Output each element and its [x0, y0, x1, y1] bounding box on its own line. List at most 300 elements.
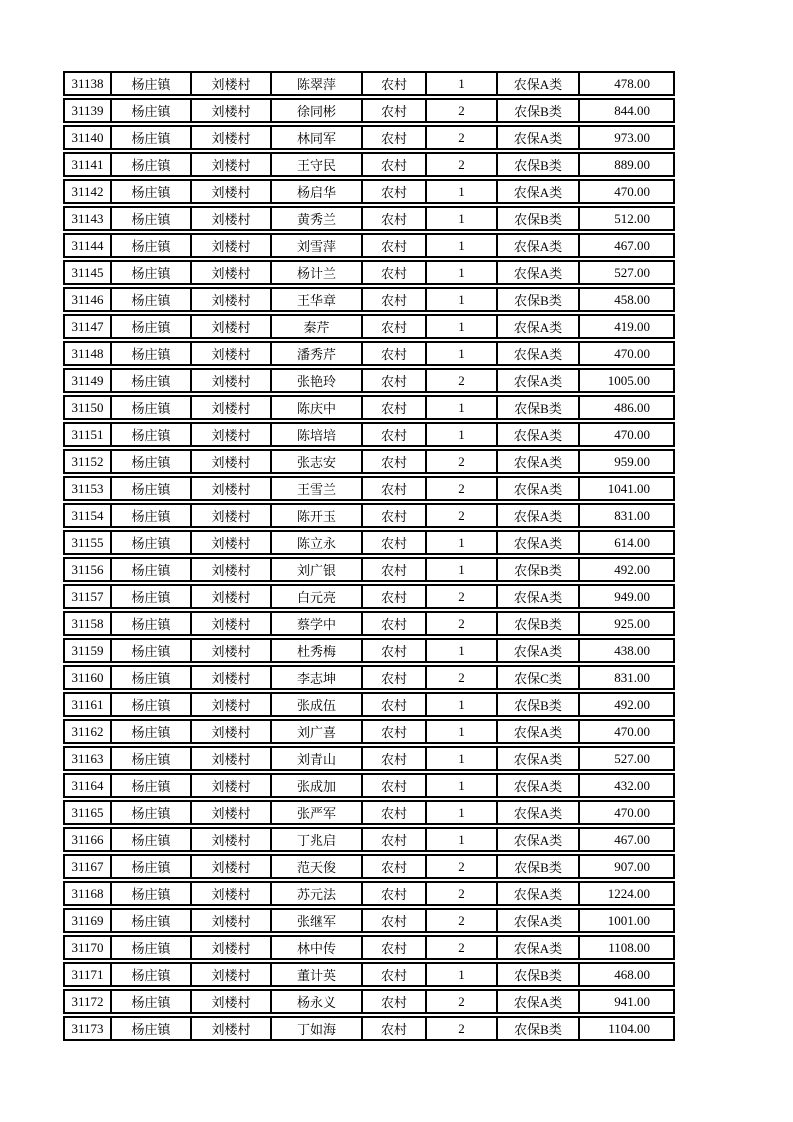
- cell-town: 杨庄镇: [112, 719, 192, 744]
- cell-town: 杨庄镇: [112, 746, 192, 771]
- cell-serial-number: 31149: [63, 368, 112, 393]
- cell-village: 刘楼村: [192, 287, 272, 312]
- cell-insurance-category: 农保A类: [498, 773, 580, 798]
- cell-residence-type: 农村: [363, 1016, 427, 1041]
- cell-person-count: 2: [427, 881, 498, 906]
- cell-insurance-category: 农保A类: [498, 584, 580, 609]
- cell-person-name: 陈翠萍: [272, 71, 363, 96]
- cell-amount: 959.00: [580, 449, 675, 474]
- cell-village: 刘楼村: [192, 746, 272, 771]
- table-row: [63, 827, 675, 852]
- cell-residence-type: 农村: [363, 854, 427, 879]
- cell-serial-number: 31160: [63, 665, 112, 690]
- cell-serial-number: 31140: [63, 125, 112, 150]
- cell-town: 杨庄镇: [112, 152, 192, 177]
- cell-serial-number: 31146: [63, 287, 112, 312]
- cell-village: 刘楼村: [192, 260, 272, 285]
- cell-person-name: 陈培培: [272, 422, 363, 447]
- cell-amount: 889.00: [580, 152, 675, 177]
- cell-town: 杨庄镇: [112, 422, 192, 447]
- table-row: [63, 476, 675, 501]
- cell-serial-number: 31164: [63, 773, 112, 798]
- cell-person-name: 张继军: [272, 908, 363, 933]
- cell-serial-number: 31172: [63, 989, 112, 1014]
- cell-village: 刘楼村: [192, 368, 272, 393]
- cell-village: 刘楼村: [192, 395, 272, 420]
- cell-residence-type: 农村: [363, 665, 427, 690]
- cell-amount: 438.00: [580, 638, 675, 663]
- table-row: [63, 719, 675, 744]
- cell-village: 刘楼村: [192, 530, 272, 555]
- cell-amount: 1041.00: [580, 476, 675, 501]
- cell-amount: 512.00: [580, 206, 675, 231]
- cell-amount: 949.00: [580, 584, 675, 609]
- cell-residence-type: 农村: [363, 881, 427, 906]
- cell-serial-number: 31152: [63, 449, 112, 474]
- cell-person-count: 1: [427, 233, 498, 258]
- table-row: [63, 449, 675, 474]
- cell-serial-number: 31142: [63, 179, 112, 204]
- cell-residence-type: 农村: [363, 989, 427, 1014]
- cell-village: 刘楼村: [192, 71, 272, 96]
- cell-serial-number: 31159: [63, 638, 112, 663]
- cell-town: 杨庄镇: [112, 557, 192, 582]
- cell-insurance-category: 农保B类: [498, 962, 580, 987]
- cell-amount: 468.00: [580, 962, 675, 987]
- cell-serial-number: 31141: [63, 152, 112, 177]
- table-row: [63, 341, 675, 366]
- cell-town: 杨庄镇: [112, 773, 192, 798]
- cell-residence-type: 农村: [363, 314, 427, 339]
- cell-town: 杨庄镇: [112, 1016, 192, 1041]
- cell-town: 杨庄镇: [112, 827, 192, 852]
- cell-amount: 941.00: [580, 989, 675, 1014]
- cell-village: 刘楼村: [192, 98, 272, 123]
- cell-town: 杨庄镇: [112, 287, 192, 312]
- cell-village: 刘楼村: [192, 611, 272, 636]
- cell-amount: 492.00: [580, 692, 675, 717]
- cell-amount: 470.00: [580, 800, 675, 825]
- table-row: [63, 314, 675, 339]
- cell-person-name: 陈庆中: [272, 395, 363, 420]
- cell-insurance-category: 农保A类: [498, 314, 580, 339]
- cell-town: 杨庄镇: [112, 98, 192, 123]
- cell-residence-type: 农村: [363, 557, 427, 582]
- cell-village: 刘楼村: [192, 935, 272, 960]
- cell-person-name: 王守民: [272, 152, 363, 177]
- cell-residence-type: 农村: [363, 152, 427, 177]
- cell-amount: 614.00: [580, 530, 675, 555]
- cell-insurance-category: 农保B类: [498, 692, 580, 717]
- cell-insurance-category: 农保B类: [498, 206, 580, 231]
- cell-town: 杨庄镇: [112, 854, 192, 879]
- cell-person-count: 1: [427, 800, 498, 825]
- cell-town: 杨庄镇: [112, 935, 192, 960]
- cell-insurance-category: 农保A类: [498, 908, 580, 933]
- cell-town: 杨庄镇: [112, 71, 192, 96]
- cell-town: 杨庄镇: [112, 206, 192, 231]
- cell-town: 杨庄镇: [112, 233, 192, 258]
- cell-town: 杨庄镇: [112, 530, 192, 555]
- cell-village: 刘楼村: [192, 179, 272, 204]
- table-row: [63, 1016, 675, 1041]
- cell-village: 刘楼村: [192, 962, 272, 987]
- cell-town: 杨庄镇: [112, 179, 192, 204]
- cell-serial-number: 31145: [63, 260, 112, 285]
- cell-residence-type: 农村: [363, 287, 427, 312]
- cell-residence-type: 农村: [363, 125, 427, 150]
- cell-residence-type: 农村: [363, 71, 427, 96]
- cell-serial-number: 31143: [63, 206, 112, 231]
- cell-amount: 467.00: [580, 827, 675, 852]
- cell-person-count: 1: [427, 422, 498, 447]
- cell-person-name: 王华章: [272, 287, 363, 312]
- cell-amount: 831.00: [580, 665, 675, 690]
- cell-residence-type: 农村: [363, 422, 427, 447]
- cell-residence-type: 农村: [363, 368, 427, 393]
- table-row: [63, 206, 675, 231]
- table-row: [63, 692, 675, 717]
- cell-residence-type: 农村: [363, 773, 427, 798]
- cell-town: 杨庄镇: [112, 692, 192, 717]
- cell-amount: 1001.00: [580, 908, 675, 933]
- cell-residence-type: 农村: [363, 260, 427, 285]
- cell-person-name: 王雪兰: [272, 476, 363, 501]
- cell-insurance-category: 农保B类: [498, 395, 580, 420]
- cell-person-count: 1: [427, 71, 498, 96]
- table-row: [63, 395, 675, 420]
- cell-insurance-category: 农保A类: [498, 800, 580, 825]
- cell-person-count: 2: [427, 449, 498, 474]
- cell-person-name: 苏元法: [272, 881, 363, 906]
- cell-serial-number: 31158: [63, 611, 112, 636]
- cell-village: 刘楼村: [192, 827, 272, 852]
- cell-village: 刘楼村: [192, 206, 272, 231]
- cell-amount: 467.00: [580, 233, 675, 258]
- cell-amount: 844.00: [580, 98, 675, 123]
- cell-person-name: 刘雪萍: [272, 233, 363, 258]
- cell-serial-number: 31170: [63, 935, 112, 960]
- cell-serial-number: 31144: [63, 233, 112, 258]
- cell-serial-number: 31148: [63, 341, 112, 366]
- cell-serial-number: 31139: [63, 98, 112, 123]
- cell-town: 杨庄镇: [112, 962, 192, 987]
- cell-insurance-category: 农保A类: [498, 179, 580, 204]
- cell-village: 刘楼村: [192, 638, 272, 663]
- cell-person-count: 2: [427, 368, 498, 393]
- cell-person-count: 2: [427, 611, 498, 636]
- cell-serial-number: 31165: [63, 800, 112, 825]
- cell-village: 刘楼村: [192, 908, 272, 933]
- cell-person-count: 2: [427, 152, 498, 177]
- cell-town: 杨庄镇: [112, 611, 192, 636]
- cell-amount: 470.00: [580, 341, 675, 366]
- cell-village: 刘楼村: [192, 233, 272, 258]
- cell-person-name: 丁如海: [272, 1016, 363, 1041]
- cell-amount: 432.00: [580, 773, 675, 798]
- table-row: [63, 152, 675, 177]
- cell-serial-number: 31162: [63, 719, 112, 744]
- cell-village: 刘楼村: [192, 773, 272, 798]
- cell-person-count: 1: [427, 260, 498, 285]
- cell-serial-number: 31151: [63, 422, 112, 447]
- cell-person-count: 1: [427, 179, 498, 204]
- cell-amount: 527.00: [580, 260, 675, 285]
- cell-residence-type: 农村: [363, 611, 427, 636]
- cell-town: 杨庄镇: [112, 314, 192, 339]
- cell-person-count: 1: [427, 746, 498, 771]
- cell-town: 杨庄镇: [112, 503, 192, 528]
- cell-amount: 486.00: [580, 395, 675, 420]
- cell-person-count: 2: [427, 935, 498, 960]
- cell-person-count: 2: [427, 98, 498, 123]
- cell-person-name: 陈立永: [272, 530, 363, 555]
- cell-serial-number: 31171: [63, 962, 112, 987]
- cell-insurance-category: 农保A类: [498, 935, 580, 960]
- cell-town: 杨庄镇: [112, 881, 192, 906]
- table-row: [63, 800, 675, 825]
- cell-insurance-category: 农保A类: [498, 989, 580, 1014]
- cell-serial-number: 31153: [63, 476, 112, 501]
- cell-residence-type: 农村: [363, 233, 427, 258]
- cell-person-count: 2: [427, 665, 498, 690]
- cell-person-count: 2: [427, 476, 498, 501]
- cell-town: 杨庄镇: [112, 449, 192, 474]
- table-row: [63, 665, 675, 690]
- cell-amount: 907.00: [580, 854, 675, 879]
- cell-person-name: 张志安: [272, 449, 363, 474]
- cell-village: 刘楼村: [192, 989, 272, 1014]
- cell-serial-number: 31155: [63, 530, 112, 555]
- cell-residence-type: 农村: [363, 179, 427, 204]
- cell-person-name: 徐同彬: [272, 98, 363, 123]
- cell-amount: 492.00: [580, 557, 675, 582]
- cell-village: 刘楼村: [192, 476, 272, 501]
- cell-village: 刘楼村: [192, 665, 272, 690]
- cell-residence-type: 农村: [363, 584, 427, 609]
- cell-serial-number: 31169: [63, 908, 112, 933]
- cell-village: 刘楼村: [192, 422, 272, 447]
- cell-village: 刘楼村: [192, 854, 272, 879]
- table-row: [63, 503, 675, 528]
- cell-person-name: 杨启华: [272, 179, 363, 204]
- cell-person-count: 1: [427, 827, 498, 852]
- cell-insurance-category: 农保A类: [498, 827, 580, 852]
- cell-person-name: 李志坤: [272, 665, 363, 690]
- cell-residence-type: 农村: [363, 638, 427, 663]
- cell-person-count: 1: [427, 530, 498, 555]
- cell-person-count: 1: [427, 638, 498, 663]
- cell-residence-type: 农村: [363, 395, 427, 420]
- cell-amount: 1005.00: [580, 368, 675, 393]
- cell-person-count: 1: [427, 341, 498, 366]
- cell-person-name: 潘秀芹: [272, 341, 363, 366]
- cell-town: 杨庄镇: [112, 368, 192, 393]
- table-row: [63, 260, 675, 285]
- cell-insurance-category: 农保A类: [498, 125, 580, 150]
- table-row: [63, 584, 675, 609]
- table-row: [63, 530, 675, 555]
- cell-insurance-category: 农保A类: [498, 341, 580, 366]
- cell-village: 刘楼村: [192, 719, 272, 744]
- cell-village: 刘楼村: [192, 557, 272, 582]
- cell-residence-type: 农村: [363, 341, 427, 366]
- cell-person-count: 1: [427, 692, 498, 717]
- cell-person-count: 1: [427, 773, 498, 798]
- cell-town: 杨庄镇: [112, 476, 192, 501]
- cell-village: 刘楼村: [192, 881, 272, 906]
- cell-amount: 527.00: [580, 746, 675, 771]
- cell-person-name: 范天俊: [272, 854, 363, 879]
- cell-person-name: 张严军: [272, 800, 363, 825]
- cell-amount: 419.00: [580, 314, 675, 339]
- cell-person-name: 杨永义: [272, 989, 363, 1014]
- cell-person-count: 2: [427, 503, 498, 528]
- cell-person-name: 丁兆启: [272, 827, 363, 852]
- cell-amount: 1224.00: [580, 881, 675, 906]
- cell-residence-type: 农村: [363, 476, 427, 501]
- cell-amount: 470.00: [580, 179, 675, 204]
- cell-serial-number: 31161: [63, 692, 112, 717]
- cell-residence-type: 农村: [363, 908, 427, 933]
- cell-person-name: 杨计兰: [272, 260, 363, 285]
- cell-village: 刘楼村: [192, 152, 272, 177]
- cell-person-count: 1: [427, 719, 498, 744]
- cell-insurance-category: 农保B类: [498, 287, 580, 312]
- cell-person-name: 林中传: [272, 935, 363, 960]
- cell-village: 刘楼村: [192, 1016, 272, 1041]
- cell-serial-number: 31156: [63, 557, 112, 582]
- cell-person-name: 陈开玉: [272, 503, 363, 528]
- cell-serial-number: 31154: [63, 503, 112, 528]
- cell-serial-number: 31166: [63, 827, 112, 852]
- cell-serial-number: 31163: [63, 746, 112, 771]
- cell-serial-number: 31150: [63, 395, 112, 420]
- cell-insurance-category: 农保A类: [498, 71, 580, 96]
- cell-person-name: 张成加: [272, 773, 363, 798]
- table-row: [63, 368, 675, 393]
- cell-town: 杨庄镇: [112, 260, 192, 285]
- cell-residence-type: 农村: [363, 962, 427, 987]
- cell-insurance-category: 农保B类: [498, 1016, 580, 1041]
- cell-insurance-category: 农保A类: [498, 530, 580, 555]
- table-row: [63, 908, 675, 933]
- cell-village: 刘楼村: [192, 125, 272, 150]
- cell-town: 杨庄镇: [112, 908, 192, 933]
- cell-town: 杨庄镇: [112, 638, 192, 663]
- cell-residence-type: 农村: [363, 800, 427, 825]
- table-row: [63, 287, 675, 312]
- cell-insurance-category: 农保B类: [498, 611, 580, 636]
- cell-person-count: 1: [427, 962, 498, 987]
- cell-amount: 1104.00: [580, 1016, 675, 1041]
- cell-amount: 925.00: [580, 611, 675, 636]
- cell-person-name: 杜秀梅: [272, 638, 363, 663]
- cell-person-count: 1: [427, 557, 498, 582]
- cell-town: 杨庄镇: [112, 665, 192, 690]
- cell-village: 刘楼村: [192, 314, 272, 339]
- cell-person-count: 2: [427, 125, 498, 150]
- cell-person-name: 林同军: [272, 125, 363, 150]
- cell-residence-type: 农村: [363, 935, 427, 960]
- cell-amount: 470.00: [580, 422, 675, 447]
- table-row: [63, 611, 675, 636]
- cell-serial-number: 31147: [63, 314, 112, 339]
- cell-serial-number: 31157: [63, 584, 112, 609]
- cell-amount: 458.00: [580, 287, 675, 312]
- cell-person-count: 2: [427, 1016, 498, 1041]
- cell-person-count: 1: [427, 314, 498, 339]
- cell-serial-number: 31168: [63, 881, 112, 906]
- cell-village: 刘楼村: [192, 692, 272, 717]
- cell-insurance-category: 农保A类: [498, 476, 580, 501]
- cell-insurance-category: 农保A类: [498, 449, 580, 474]
- insurance-roster-table: [63, 69, 675, 1043]
- table-row: [63, 854, 675, 879]
- cell-insurance-category: 农保A类: [498, 881, 580, 906]
- cell-person-count: 2: [427, 908, 498, 933]
- cell-residence-type: 农村: [363, 746, 427, 771]
- cell-person-name: 张艳玲: [272, 368, 363, 393]
- cell-village: 刘楼村: [192, 503, 272, 528]
- cell-village: 刘楼村: [192, 800, 272, 825]
- cell-person-count: 2: [427, 584, 498, 609]
- cell-town: 杨庄镇: [112, 125, 192, 150]
- cell-person-name: 刘青山: [272, 746, 363, 771]
- cell-residence-type: 农村: [363, 530, 427, 555]
- cell-person-count: 1: [427, 287, 498, 312]
- cell-person-count: 1: [427, 206, 498, 231]
- cell-amount: 1108.00: [580, 935, 675, 960]
- table-row: [63, 935, 675, 960]
- table-row: [63, 179, 675, 204]
- table-row: [63, 557, 675, 582]
- cell-insurance-category: 农保B类: [498, 98, 580, 123]
- cell-person-name: 白元亮: [272, 584, 363, 609]
- table-row: [63, 962, 675, 987]
- cell-village: 刘楼村: [192, 584, 272, 609]
- cell-person-count: 2: [427, 854, 498, 879]
- table-row: [63, 638, 675, 663]
- cell-village: 刘楼村: [192, 449, 272, 474]
- cell-person-name: 刘广银: [272, 557, 363, 582]
- cell-serial-number: 31138: [63, 71, 112, 96]
- table-row: [63, 989, 675, 1014]
- cell-town: 杨庄镇: [112, 989, 192, 1014]
- cell-amount: 973.00: [580, 125, 675, 150]
- cell-amount: 831.00: [580, 503, 675, 528]
- cell-insurance-category: 农保B类: [498, 152, 580, 177]
- cell-insurance-category: 农保B类: [498, 557, 580, 582]
- cell-insurance-category: 农保A类: [498, 746, 580, 771]
- cell-town: 杨庄镇: [112, 584, 192, 609]
- cell-amount: 470.00: [580, 719, 675, 744]
- table-body: [63, 71, 675, 1041]
- cell-village: 刘楼村: [192, 341, 272, 366]
- table-row: [63, 881, 675, 906]
- cell-person-count: 2: [427, 989, 498, 1014]
- cell-amount: 478.00: [580, 71, 675, 96]
- cell-person-name: 董计英: [272, 962, 363, 987]
- cell-town: 杨庄镇: [112, 395, 192, 420]
- cell-town: 杨庄镇: [112, 341, 192, 366]
- cell-insurance-category: 农保C类: [498, 665, 580, 690]
- cell-residence-type: 农村: [363, 449, 427, 474]
- cell-insurance-category: 农保A类: [498, 503, 580, 528]
- cell-insurance-category: 农保A类: [498, 422, 580, 447]
- cell-person-count: 1: [427, 395, 498, 420]
- table-row: [63, 233, 675, 258]
